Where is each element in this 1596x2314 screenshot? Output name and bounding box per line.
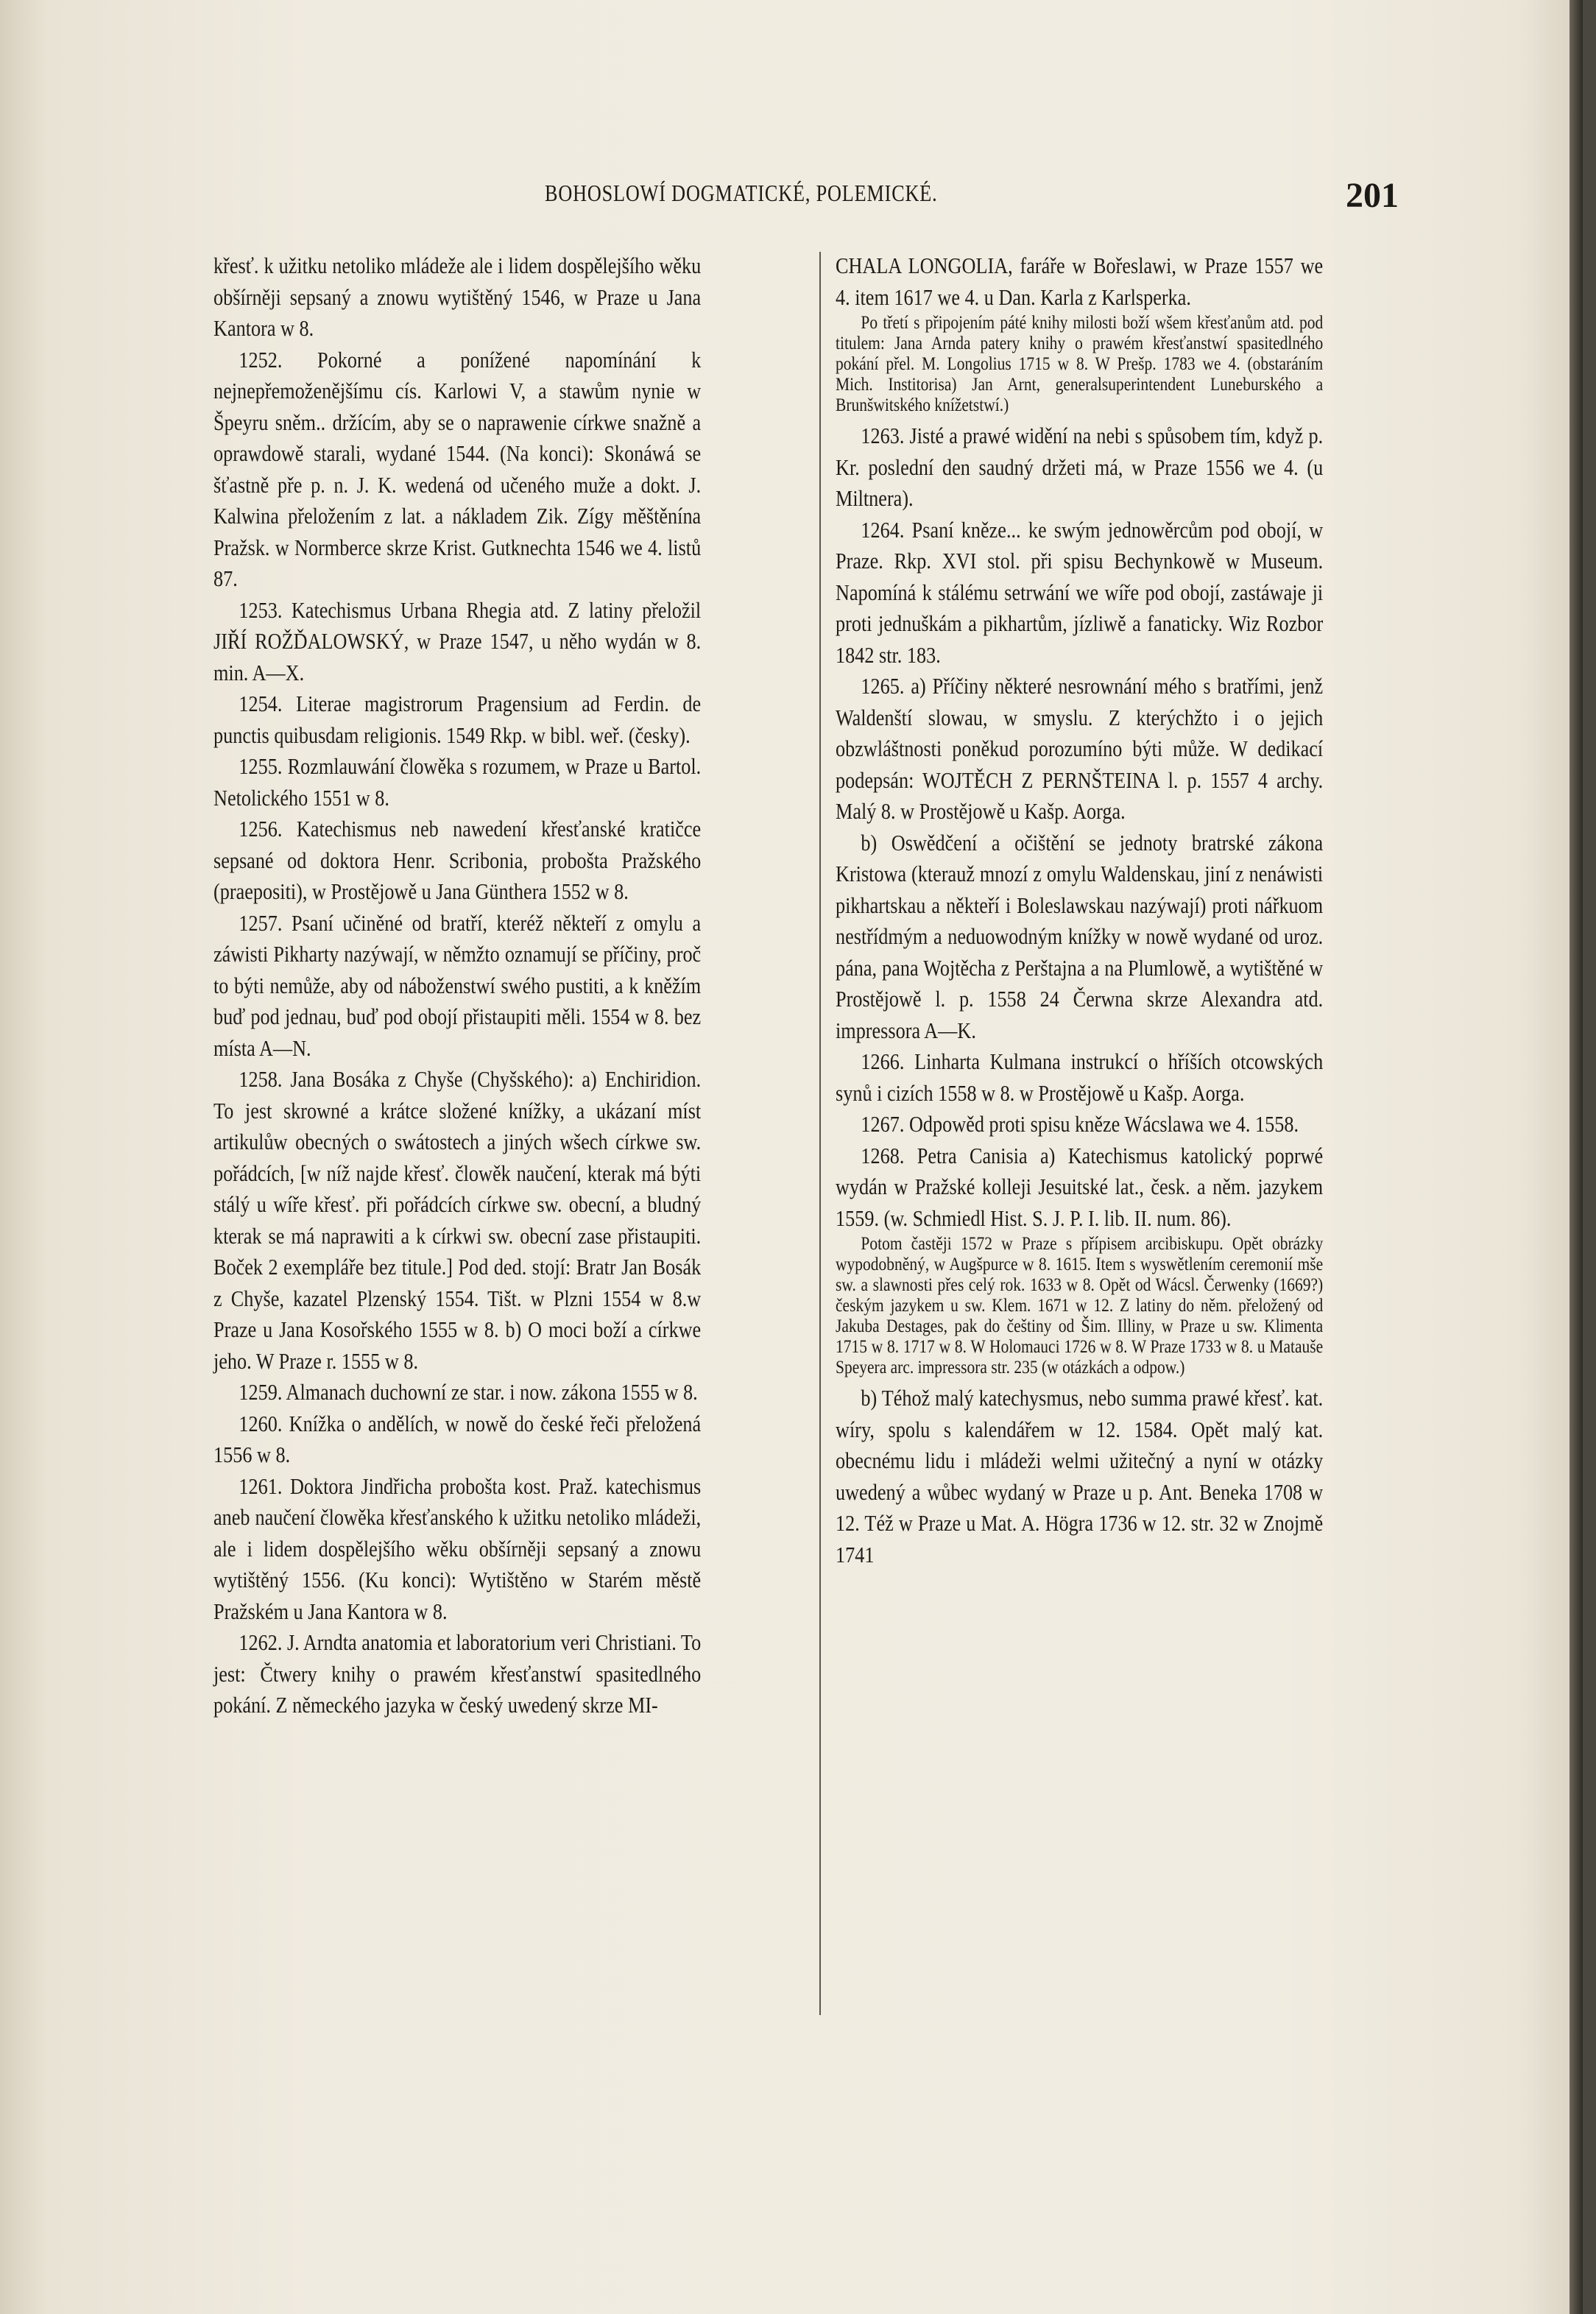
entry-1256: 1256. Katechismus neb nawedení křesťanské kratičce sepsané od doktora Henr. Scribonia, probošta Pražského (praepositi), w Prostějowě u Jana Günthera 1552 w 8.: [213, 816, 702, 904]
entry-1259: 1259. Almanach duchowní ze star. i now. zákona 1555 w 8.: [239, 1380, 698, 1405]
entry-1265b: b) Oswědčení a očištění se jednoty bratrské zákona Kristowa (kterauž mnozí z omylu Waldenskau, jiní z nenáwisti pikhartskau a někteří i Boleslawskau nazýwají) proti nářkuom nestřídmým a neduowodným knížky w nowě wydané od uroz. pána, pana Wojtěcha z Perštajna a na Plumlowě, a wytištěné w Prostějowě l. p. 1558 24 Čerwna skrze Alexandra atd. impressora A—K.: [836, 830, 1324, 1043]
right-column: [836, 250, 1323, 1570]
footnote-paragraph: Potom častěji 1572 w Praze s přípisem arcibiskupu. Opět obrázky wypodobněný, w Augšpurce w 8. 1615. Item s wyswětlením ceremonií mše sw. a slawnosti přes celý rok. 1633 w 8. Opět od Wácsl. Čerwenky (1669?) českým jazykem u sw. Klem. 1671 w 12. Z latiny do něm. přeložený od Jakuba Destages, pak do češtiny od Šim. Illiny, w Praze u sw. Klimenta 1715 w 8. 1717 w 8. W Holomauci 1726 w 8. W Praze 1733 w 8. u Matauše Speyera arc. impressora str. 235 (w otázkách a odpow.): [836, 1234, 1324, 1378]
left-column: [213, 250, 701, 1721]
entry-1252: 1252. Pokorné a ponížené napomínání k nejnepřemoženějšímu cís. Karlowi V, a stawům nynie w Špeyru sněm.. držícím, aby se o naprawenie církwe snažně a oprawdowě starali, wydané 1544. (Na konci): Skonáwá se šťastně pře p. n. J. K. wedená od učeného muže a dokt. J. Kalwina přeložením z lat. a nákladem Zik. Zígy měštěnína Pražsk. w Normberce skrze Krist. Gutknechta 1546 we 4. listů 87.: [213, 347, 702, 591]
page-number: 201: [1346, 176, 1399, 215]
entry-1268b: b) Téhož malý katechysmus, nebo summa prawé křesť. kat. wíry, spolu s kalendářem w 12. 1584. Opět malý kat. obecnému lidu i mládeži welmi užitečný a nyní w otázky uwedený a wůbec wydaný w Praze u p. Ant. Beneka 1708 w 12. Též w Praze u Mat. A. Högra 1736 w 12. str. 32 w Znojmě 1741: [836, 1386, 1324, 1567]
entry-1265a: 1265. a) Příčiny některé nesrownání mého s bratřími, jenž Waldenští slowau, w smyslu. Z kterýchžto i o jejich obzwláštnosti poněkud porozumíno býti může. W dedikací podepsán: WOJTĚCH Z PERNŠTEINA l. p. 1557 4 archy. Malý 8. w Prostějowě u Kašp. Aorga.: [836, 674, 1324, 824]
entry-1254: 1254. Literae magistrorum Pragensium ad Ferdin. de punctis quibusdam religionis. 1549 Rkp. w bibl. weř. (česky).: [213, 691, 702, 748]
paragraph: CHALA LONGOLIA, faráře w Bořeslawi, w Praze 1557 we 4. item 1617 we 4. u Dan. Karla z Karlsperka.: [836, 253, 1324, 310]
entry-1258: 1258. Jana Bosáka z Chyše (Chyšského): a) Enchiridion. To jest skrowné a krátce složené knížky, a ukázaní míst artikulůw obecných o swátostech a jiných wšech církwe sw. pořádcích, [w níž najde křesť. člowěk naučení, kterak má býti stálý u wíře křesť. při pořádcích církwe sw. obecní, a bludný kterak se má naprawiti a k církwi sw. obecní zase přistaupiti. Boček 2 exempláře bez titule.] Pod ded. stojí: Bratr Jan Bosák z Chyše, kazatel Plzenský 1554. Tišt. w Plzni 1554 w 8.w Praze u Jana Kosořského 1555 w 8. b) O moci boží a církwe jeho. W Praze r. 1555 w 8.: [213, 1067, 702, 1374]
paragraph: křesť. k užitku netoliko mládeže ale i lidem dospělejšího wěku obšírněji sepsaný a znowu wytištěný 1546, w Praze u Jana Kantora w 8.: [213, 253, 702, 341]
entry-1268: 1268. Petra Canisia a) Katechismus katolický poprwé wydán w Pražské kolleji Jesuitské lat., česk. a něm. jazykem 1559. (w. Schmiedl Hist. S. J. P. I. lib. II. num. 86).: [836, 1143, 1324, 1231]
running-header: [206, 175, 1399, 216]
entry-1255: 1255. Rozmlauwání člowěka s rozumem, w Praze u Bartol. Netolického 1551 w 8.: [213, 754, 702, 811]
page-edge-shadow: [1569, 0, 1583, 2314]
footnote-paragraph: Po třetí s připojením páté knihy milosti boží wšem křesťanům atd. pod titulem: Jana Arnda patery knihy o prawém křesťanstwí spasitedlného pokání přel. M. Longolius 1715 w 8. W Prešp. 1783 we 4. (obstaráním Mich. Institorisa) Jan Arnt, generalsuperintendent Luneburského a Brunšwitského knížetstwí.): [836, 313, 1324, 415]
header-title: BOHOSLOWÍ DOGMATICKÉ, POLEMICKÉ.: [545, 180, 938, 206]
entry-1267: 1267. Odpowěd proti spisu kněze Wácslawa we 4. 1558.: [861, 1112, 1299, 1137]
entry-1261: 1261. Doktora Jindřicha probošta kost. Praž. katechismus aneb naučení člowěka křesťanského k užitku netoliko mládeži, ale i lidem dospělejšího wěku obšírněji sepsaný a znowu wytištěný 1556. (Ku konci): Wytištěno w Starém městě Pražském u Jana Kantora w 8.: [213, 1473, 702, 1624]
entry-1262: 1262. J. Arndta anatomia et laboratorium veri Christiani. To jest: Čtwery knihy o prawém křesťanstwí spasitedlného pokání. Z německého jazyka w český uwedený skrze MI-: [213, 1630, 702, 1718]
entry-1264: 1264. Psaní kněze... ke swým jednowěrcům pod obojí, w Praze. Rkp. XVI stol. při spisu Bechynkowě w Museum. Napomíná k stálému setrwání we wíře pod obojí, zastáwaje ji proti jednuškám a pikhartům, jízliwě a fanaticky. Wiz Rozbor 1842 str. 183.: [836, 517, 1324, 668]
entry-1253: 1253. Katechismus Urbana Rhegia atd. Z latiny přeložil JIŘÍ ROŽĎALOWSKÝ, w Praze 1547, u něho wydán w 8. min. A—X.: [213, 597, 702, 685]
entry-1266: 1266. Linharta Kulmana instrukcí o hříších otcowských synů i cizích 1558 w 8. w Prostějowě u Kašp. Aorga.: [836, 1049, 1324, 1106]
entry-1257: 1257. Psaní učiněné od bratří, kteréž někteří z omylu a záwisti Pikharty nazýwají, w němžto oznamují se příčiny, proč to býti nemůže, aby od náboženstwí swého pustiti, a k kněžím buď pod jednau, buď pod obojí přistaupiti měli. 1554 w 8. bez místa A—N.: [213, 910, 702, 1061]
entry-1260: 1260. Knížka o andělích, w nowě do české řeči přeložená 1556 w 8.: [213, 1411, 702, 1467]
entry-1263: 1263. Jisté a prawé widění na nebi s spůsobem tím, když p. Kr. poslední den saudný držeti má, w Praze 1556 we 4. (u Miltnera).: [836, 423, 1324, 511]
column-divider: [819, 252, 821, 2015]
